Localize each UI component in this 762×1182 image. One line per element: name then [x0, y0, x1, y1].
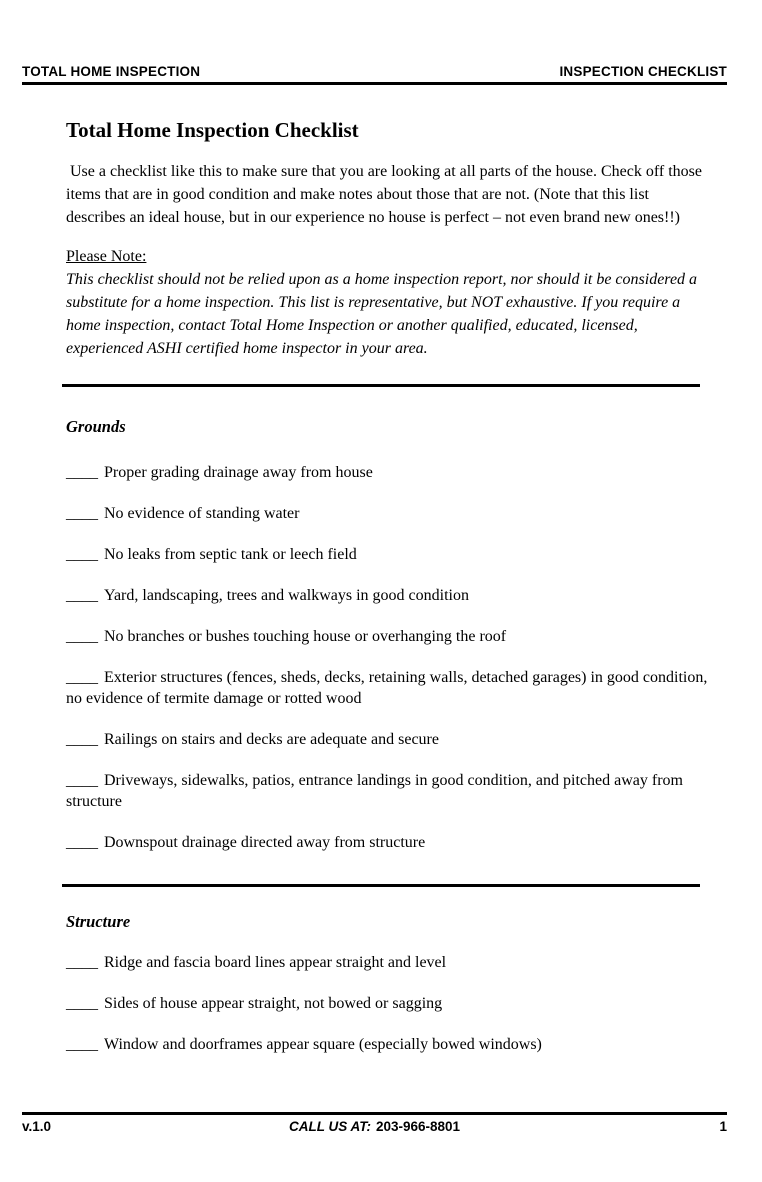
intro-paragraph: Use a checklist like this to make sure that you are looking at all parts of the house. Check off those items that are in good condition and make notes about those that are not. (Note that this list describes an ideal house, but in our experience no house is perfect – not even brand new ones!!): [66, 163, 702, 226]
checklist-item: [66, 667, 711, 709]
checklist-item-label: No leaks from septic tank or leech field: [104, 546, 357, 563]
checklist-item-label: Exterior structures (fences, sheds, decks, retaining walls, detached garages) in good condition, no evidence of termite damage or rotted wood: [66, 669, 708, 707]
checklist-item-label: Sides of house appear straight, not bowed or sagging: [104, 995, 443, 1012]
please-note-body: This checklist should not be relied upon as a home inspection report, nor should it be considered a substitute for a home inspection. This list is representative, but NOT exhaustive. If you require a home inspection, contact Total Home Inspection or another qualified, educated, licensed, experienced ASHI certified home inspector in your area.: [66, 271, 698, 357]
checkbox-blank: ____: [66, 954, 98, 971]
structure-item-list: [66, 952, 711, 1055]
checklist-item: [66, 729, 711, 750]
checkbox-blank: ____: [66, 505, 98, 522]
page-running-footer: [22, 1112, 727, 1135]
checklist-item-label: Downspout drainage directed away from structure: [104, 834, 426, 851]
section-heading-structure: Structure: [66, 912, 131, 931]
checkbox-blank: ____: [66, 995, 98, 1012]
footer-call-us: [289, 1119, 460, 1135]
grounds-item-list: [66, 462, 711, 853]
checkbox-blank: ____: [66, 464, 98, 481]
checkbox-blank: ____: [66, 772, 98, 789]
checklist-item: [66, 462, 711, 483]
footer-version: v.1.0: [22, 1119, 52, 1134]
checklist-item: [66, 585, 711, 606]
checkbox-blank: ____: [66, 587, 98, 604]
checklist-item: [66, 503, 711, 524]
checkbox-blank: ____: [66, 628, 98, 645]
checklist-item: [66, 1034, 711, 1055]
section-divider-rule: [62, 384, 700, 387]
please-note-label: Please Note:: [66, 248, 147, 265]
checklist-item-label: Ridge and fascia board lines appear straight and level: [104, 954, 447, 971]
footer-phone-number: 203-966-8801: [375, 1119, 461, 1134]
checkbox-blank: ____: [66, 669, 98, 686]
section-heading-grounds: Grounds: [66, 417, 126, 436]
checkbox-blank: ____: [66, 834, 98, 851]
footer-page-number: 1: [719, 1119, 728, 1134]
checklist-item: [66, 770, 711, 812]
checklist-item-label: Window and doorframes appear square (especially bowed windows): [104, 1036, 542, 1053]
checklist-item-label: No branches or bushes touching house or overhanging the roof: [104, 628, 507, 645]
page-running-header: [22, 64, 727, 85]
checklist-item-label: Proper grading drainage away from house: [104, 464, 373, 481]
checklist-item-label: Railings on stairs and decks are adequate and secure: [104, 731, 439, 748]
checklist-item-label: No evidence of standing water: [104, 505, 300, 522]
document-body: [66, 85, 711, 1055]
header-left-text: TOTAL HOME INSPECTION: [22, 64, 201, 79]
checklist-item: [66, 832, 711, 853]
checklist-item: [66, 544, 711, 565]
checklist-item: [66, 626, 711, 647]
checklist-item: [66, 952, 711, 973]
checklist-item-label: Driveways, sidewalks, patios, entrance landings in good condition, and pitched away from structure: [66, 772, 683, 810]
footer-call-label: CALL US AT:: [288, 1119, 371, 1134]
header-right-text: INSPECTION CHECKLIST: [559, 64, 727, 79]
page-title: Total Home Inspection Checklist: [66, 118, 359, 142]
checklist-item: [66, 993, 711, 1014]
checklist-item-label: Yard, landscaping, trees and walkways in good condition: [104, 587, 469, 604]
checkbox-blank: ____: [66, 1036, 98, 1053]
checkbox-blank: ____: [66, 731, 98, 748]
section-divider-rule: [62, 884, 700, 887]
checkbox-blank: ____: [66, 546, 98, 563]
